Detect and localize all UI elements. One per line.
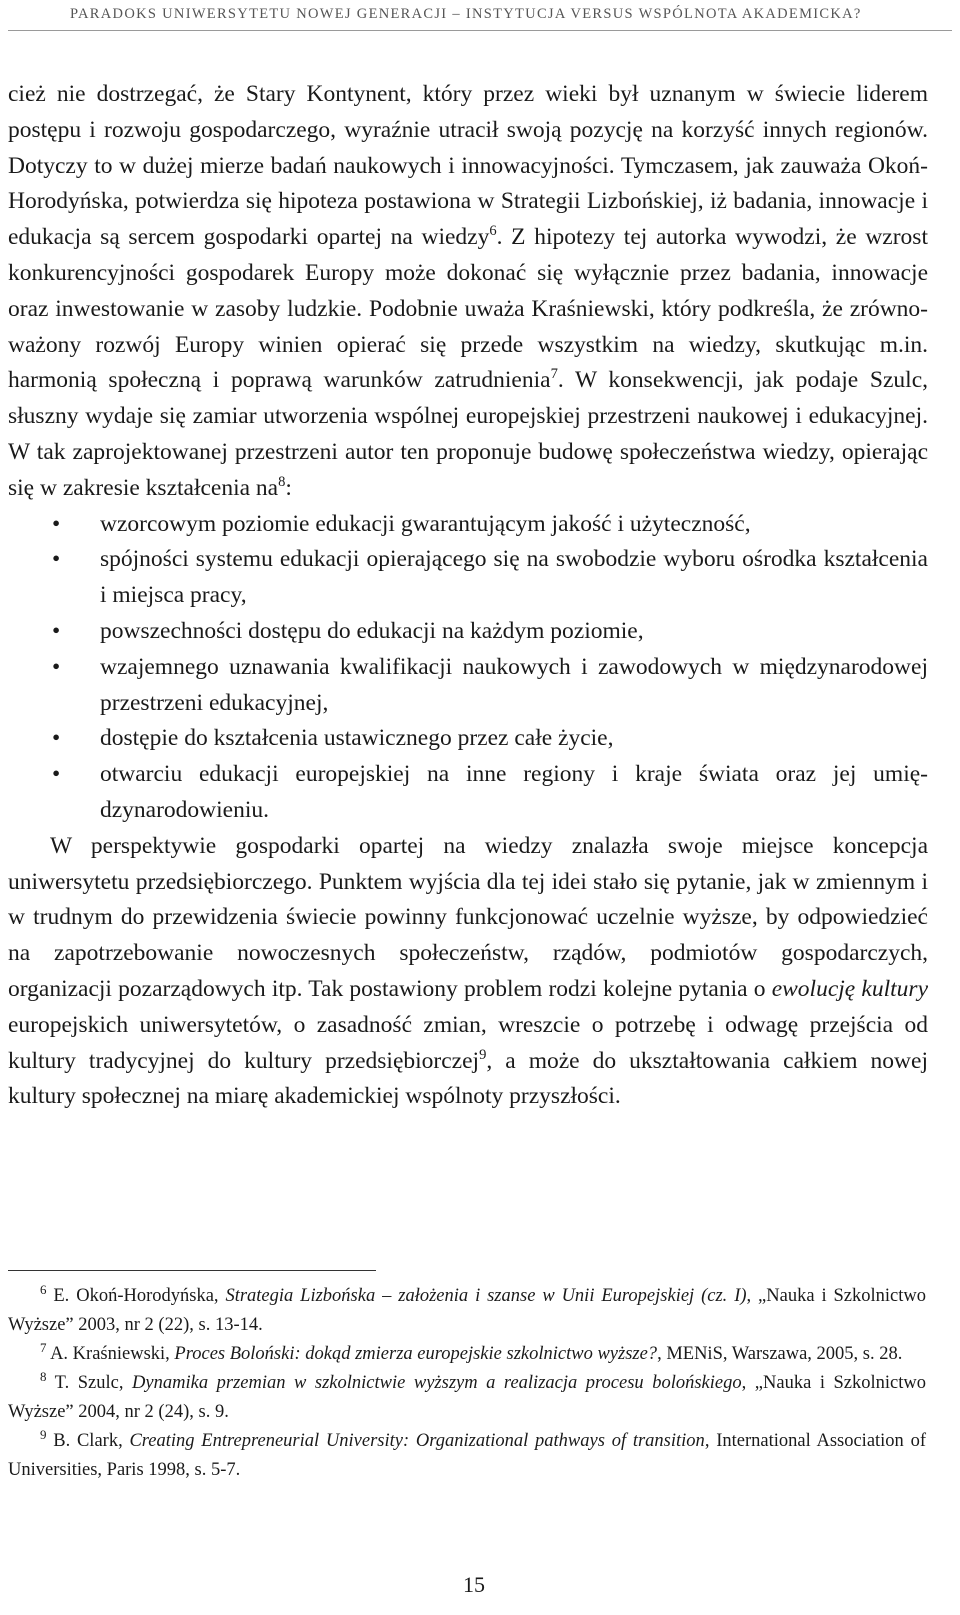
list-item-text: otwarciu edukacji europejskiej na inne regiony i kraje świata oraz jej umiędzynarodowieniu.: [100, 761, 928, 823]
footnote-9: [8, 1427, 926, 1485]
footnote-ref-7[interactable]: 7: [550, 366, 558, 383]
emphasis-text: ewolucję kultury: [771, 975, 928, 1002]
page-number: 15: [463, 1572, 485, 1597]
footnote-number: 6: [40, 1281, 47, 1297]
paragraph-1-text-c: . W konsekwencji, jak podaje Szulc, słuszny wydaje się zamiar utworzenia wspólnej europejskiej przestrzeni naukowej i edukacyjnej. W tak zaprojektowanej przestrzeni autor ten proponuje budowę społeczeństwa wiedzy, opierając się w zakresie kształcenia na: [8, 367, 928, 501]
list-item-text: wzajemnego uznawania kwalifikacji naukowych i zawodowych w międzynarodowej przestrzeni edukacyjnej,: [100, 653, 928, 716]
footnote-number: 8: [40, 1368, 47, 1384]
footnote-text: , „Nauka i Szkolnictwo Wyższe” 2004, nr 2 (24), s. 9.: [8, 1373, 927, 1422]
footnote-divider: [8, 1270, 376, 1271]
bullet-icon: •: [52, 546, 61, 573]
paragraph-1-text-b: . Z hipotezy tej autorka wywodzi, że wzrost konkurencyjności gospodarek Europy może dokonać się wyłącznie przez badania, innowacje oraz inwestowanie w zasoby ludzkie. Podobnie uważa Kraśniewski, który podkreśla, że zrównoważony rozwój Europy winien opierać się przede wszystkim na wiedzy, skutkując m.in. harmonią społeczną i poprawą warunków zatrudnienia: [8, 224, 928, 394]
list-item-text: spójności systemu edukacji opierającego się na swobodzie wyboru ośrodka kształcenia i miejsca pracy,: [100, 546, 928, 609]
list-item: [8, 614, 928, 650]
footnote-text: T. Szulc,: [46, 1373, 133, 1393]
list-item-text: wzorcowym poziomie edukacji gwarantującym jakość i użyteczność,: [100, 510, 751, 537]
footnote-title: Strategia Lizbońska – założenia i szanse w Unii Europejskiej (cz. I): [225, 1286, 747, 1306]
paragraph-1: [8, 77, 928, 507]
paragraph-2: [8, 829, 928, 1115]
footnote-ref-9[interactable]: 9: [479, 1046, 487, 1063]
list-item: [8, 721, 928, 757]
bullet-icon: •: [52, 653, 61, 680]
list-item: [8, 650, 928, 722]
footnote-title: Dynamika przemian w szkolnictwie wyższym a realizacja procesu bolońskiego: [132, 1373, 742, 1393]
paragraph-1-text-a: cież nie dostrzegać, że Stary Kontynent, który przez wieki był uznanym w świecie liderem postępu i rozwoju gospodarczego, wyraźnie utracił swoją pozycję na korzyść innych regionów. Dotyczy to w dużej mierze badań naukowych i innowacyjności. Tymczasem, jak zauważa Okoń-Horodyńska, potwierdza się hipoteza postawiona w Strategii Lizbońskiej, iż badania, innowacje i edukacja są sercem gospodarki opartej na wiedzy: [8, 81, 928, 251]
list-item: [8, 542, 928, 614]
footnote-6: [8, 1282, 926, 1340]
footnote-text: , MENiS, Warszawa, 2005, s. 28.: [657, 1344, 903, 1364]
bullet-icon: •: [52, 725, 61, 752]
footnote-text: A. Kraśniewski,: [46, 1344, 175, 1364]
bullet-icon: •: [52, 617, 61, 644]
main-text: [8, 77, 928, 1115]
list-item-text: dostępie do kształcenia ustawicznego przez całe życie,: [100, 725, 614, 752]
list-item-text: powszechności dostępu do edukacji na każdym poziomie,: [100, 617, 644, 644]
footnote-7: [8, 1340, 926, 1369]
paragraph-2-text-c: , a może do ukształtowania całkiem nowej kultury społecznej na miarę akademickiej wspólnoty przyszłości.: [8, 1047, 928, 1110]
footnote-text: E. Okoń-Horodyńska,: [46, 1286, 226, 1306]
header-divider: [8, 30, 952, 31]
bullet-list: [8, 507, 928, 829]
footnote-ref-6[interactable]: 6: [489, 223, 497, 240]
footnotes: [8, 1282, 926, 1485]
footnote-number: 7: [40, 1339, 47, 1355]
list-item: [8, 757, 928, 829]
footnote-title: Proces Boloński: dokąd zmierza europejskie szkolnictwo wyższe?: [174, 1344, 658, 1364]
paragraph-2-text-a: W perspektywie gospodarki opartej na wiedzy znalazła swoje miejsce koncepcja uniwersytetu przedsiębiorczego. Punktem wyjścia dla tej idei stało się pytanie, jak w zmiennym i w trudnym do przewidzenia świecie powinny funkcjonować uczelnie wyższe, by odpowiedzieć na zapotrzebowanie nowoczesnych społeczeństw, rządów, podmiotów gospodarczych, organizacji pozarządowych itp. Tak postawiony problem rodzi kolejne pytania o: [8, 832, 928, 1002]
bullet-icon: •: [52, 761, 61, 788]
running-header: PARADOKS UNIWERSYTETU NOWEJ GENERACJI – INSTYTUCJA VERSUS WSPÓLNOTA AKADEMICKA?: [70, 6, 862, 22]
paragraph-2-text-b: europejskich uniwersytetów, o zasadność zmian, wreszcie o potrzebę i odwagę przejścia od kultury tradycyjnej do kultury przedsiębiorczej: [8, 1011, 928, 1074]
footnote-number: 9: [40, 1426, 47, 1442]
footnote-text: , „Nauka i Szkolnictwo Wyższe” 2003, nr 2 (22), s. 13-14.: [8, 1286, 926, 1335]
list-item: [8, 507, 928, 543]
footnote-title: Creating Entrepreneurial University: Organizational pathways of transition: [129, 1431, 705, 1451]
footnote-8: [8, 1369, 926, 1427]
paragraph-1-text-d: :: [285, 474, 292, 501]
footnote-ref-8[interactable]: 8: [278, 473, 286, 490]
bullet-icon: •: [52, 510, 61, 537]
footnote-text: B. Clark,: [46, 1431, 130, 1451]
footnote-text: , International Association of Universities, Paris 1998, s. 5-7.: [8, 1431, 926, 1480]
